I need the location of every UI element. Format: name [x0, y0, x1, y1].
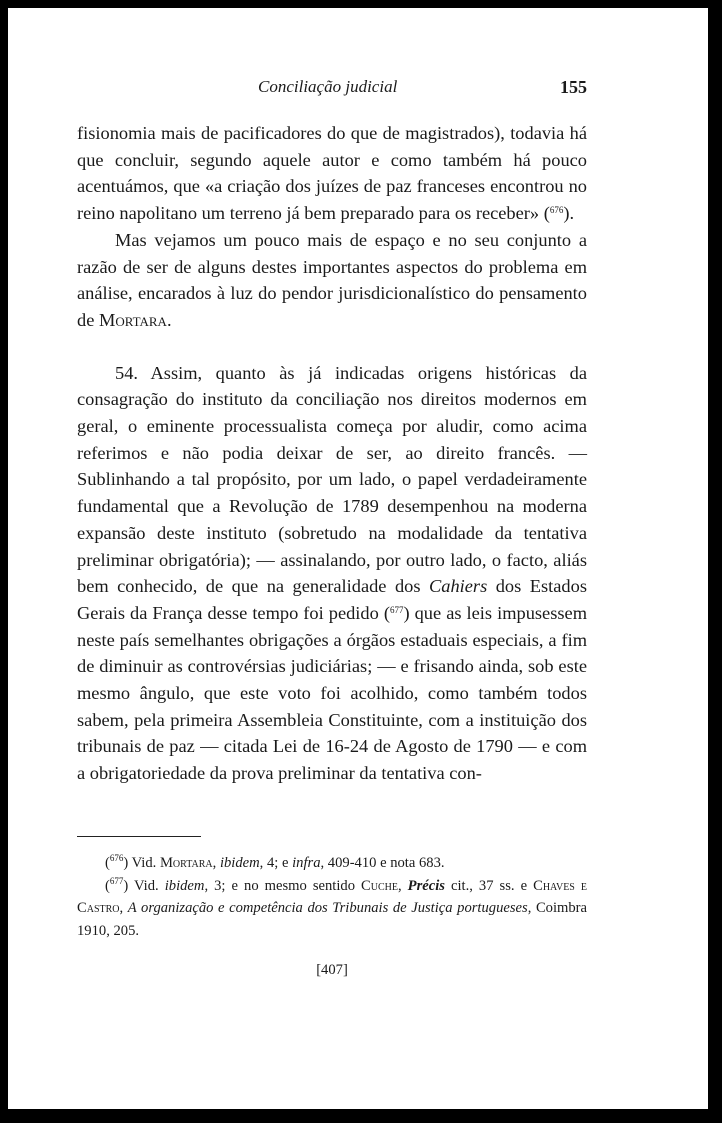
- paragraph: fisionomia mais de pacificadores do que de magistrados), todavia há que concluir, segundo aquele autor e como também há pouco acentuámos, que «a criação dos juízes de paz franceses encontrou no reino napolitano um terreno já bem preparado para os receber» ($^{676}$).: [77, 123, 587, 224]
- footnote: ($^{677}$) Vid. ibidem, 3; e no mesmo sentido Cuche, Précis cit., 37 ss. e Chaves e Castro, A organização e competência dos Tribunais de Justiça portugueses, Coimbra 1910, 205.: [77, 875, 588, 939]
- footnote: ($^{676}$) Vid. Mortara, ibidem, 4; e infra, 409-410 e nota 683.: [105, 853, 445, 871]
- running-head: [77, 77, 587, 101]
- footnote-separator: [77, 836, 201, 837]
- page-number: 155: [560, 77, 587, 97]
- footnote-reference: 676: [549, 205, 564, 216]
- italic-term: Cahiers: [429, 576, 488, 597]
- author-name: Mortara: [98, 309, 167, 330]
- folio-number: [407]: [316, 962, 348, 978]
- paragraph: Mas vejamos um pouco mais de espaço e no seu conjunto a razão de ser de alguns destes importantes aspectos do problema em análise, encarados à luz do pendor jurisdicionalístico do pensamento de Mortara.: [77, 229, 587, 330]
- footnote-reference: 677: [389, 604, 404, 615]
- body-text: [77, 120, 587, 787]
- paragraph-54: 54. Assim, quanto às já indicadas origens históricas da consagração do instituto da conciliação nos direitos modernos em geral, o eminente processualista começa por aludir, como acima referimos e não podia deixar de ser, ao direito francês. — Sublinhando a tal propósito, por um lado, o papel verdadeiramente fundamental que a Revolução de 1789 desempenhou na moderna expansão deste instituto (sobretudo na modalidade da tentativa preliminar obrigatória); — assinalando, por outro lado, o facto, aliás bem conhecido, de que na generalidade dos Cahiers dos Estados Gerais da França desse tempo foi pedido ($^{677}$) que as leis impusessem neste país semelhantes obrigações a órgãos estaduais especiais, a fim de diminuir as controvérsias judiciárias; — e frisando ainda, sob este mesmo ângulo, que este voto foi acolhido, como também todos sabem, pela primeira Assembleia Constituinte, com a instituição dos tribunais de paz — citada Lei de 16-24 de Agosto de 1790 — e com a obrigatoriedade da prova preliminar da tentativa con-: [77, 362, 587, 784]
- footnotes: [77, 852, 587, 942]
- running-title: Conciliação judicial: [258, 77, 398, 96]
